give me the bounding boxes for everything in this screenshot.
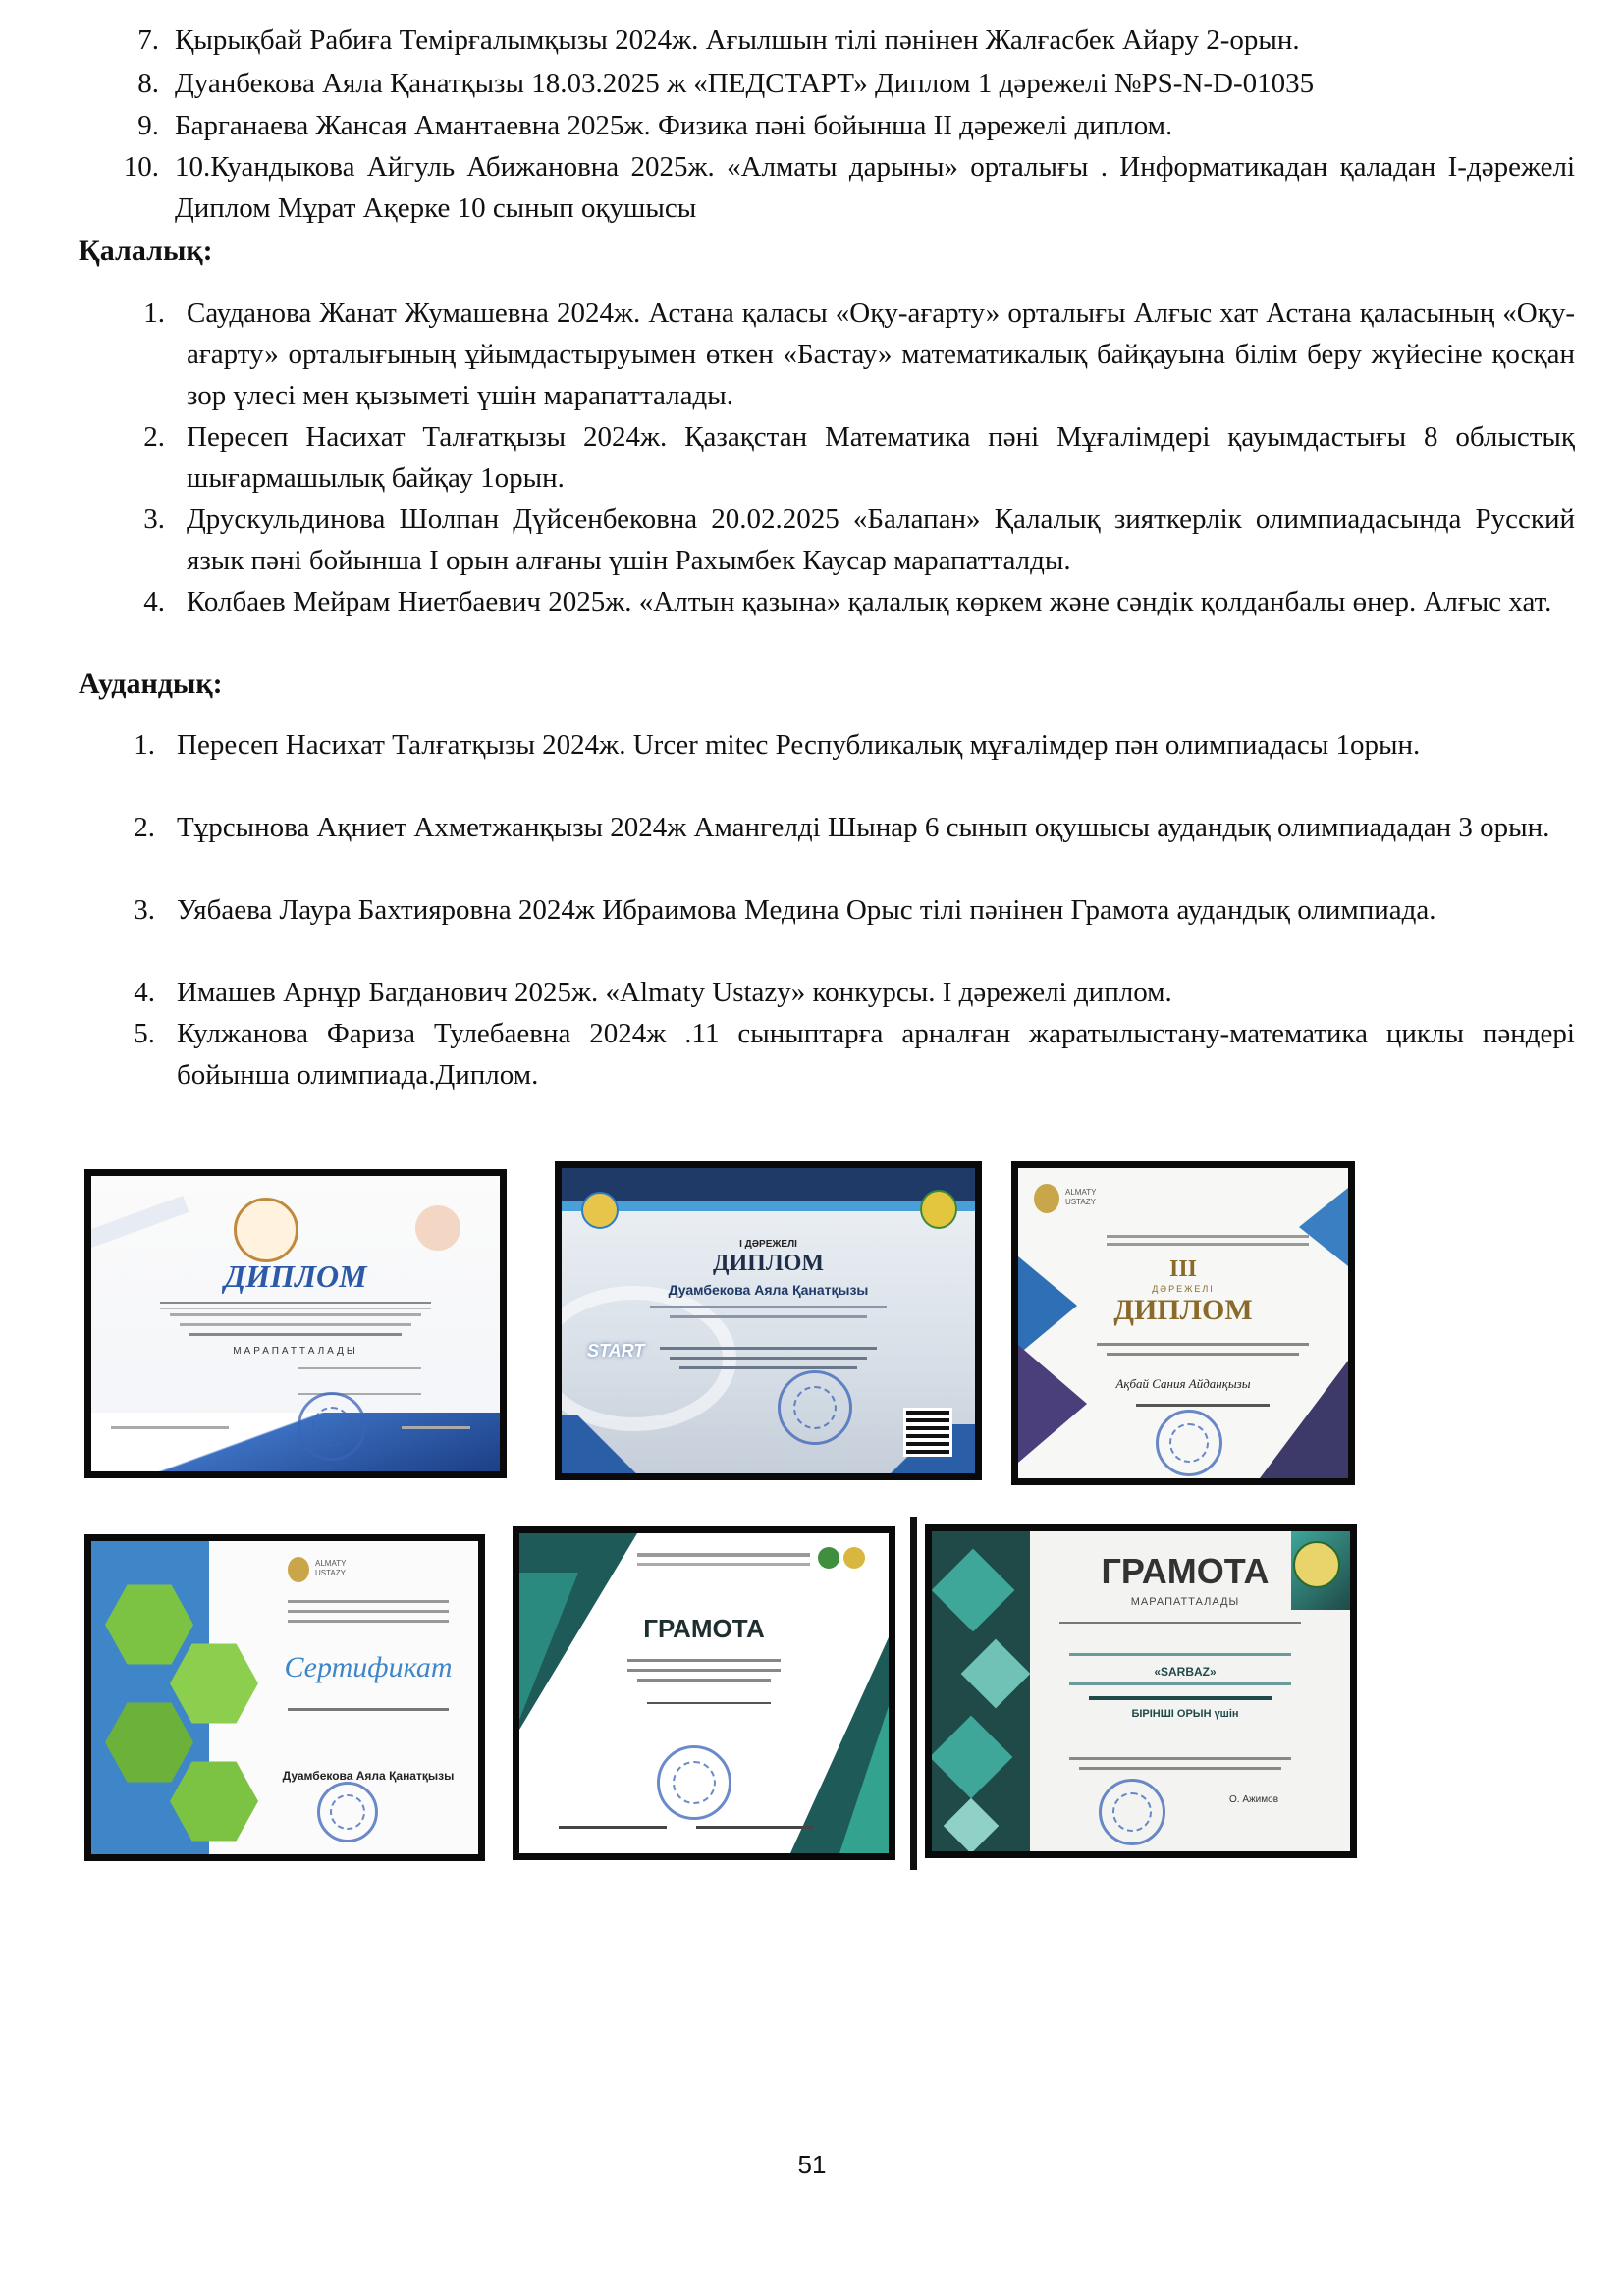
item-text: Колбаев Мейрам Ниетбаевич 2025ж. «Алтын қазына» қалалық көркем және сәндік қолданбалы өнер. Алғыс хат. — [187, 586, 1552, 617]
page-number: 51 — [797, 2150, 827, 2179]
item-number: 2. — [134, 812, 155, 843]
almaty-ustazy-logo: ALMATY USTAZY — [1065, 1188, 1097, 1206]
item-number: 2. — [143, 421, 165, 453]
gramota-title: ГРАМОТА — [643, 1614, 765, 1643]
section-heading-city: Қалалық: — [79, 235, 213, 267]
item-number: 3. — [134, 894, 155, 926]
diploma-recipient: Ақбай Сания Айданқызы — [1115, 1376, 1251, 1391]
list-item — [0, 724, 1624, 807]
stamp-seal — [1099, 1779, 1165, 1845]
diploma-recipient: Дуамбекова Аяла Қанатқызы — [668, 1282, 869, 1298]
certificate-title: Сертификат — [284, 1651, 453, 1683]
list-item — [0, 807, 1624, 889]
stamp-seal — [317, 1782, 378, 1842]
list-item — [0, 416, 1624, 499]
item-text: Қырықбай Рабиға Темірғалымқызы 2024ж. Ағылшын тілі пәнінен Жалғасбек Айару 2-орын. — [175, 25, 1300, 56]
gramota-title: ГРАМОТА — [1101, 1551, 1270, 1591]
item-number: 5. — [134, 1018, 155, 1049]
almaty-ustazy-logo: ALMATY USTAZY — [315, 1559, 347, 1577]
gramota-place: БІРІНШІ ОРЫН үшін — [1131, 1708, 1239, 1720]
gramota-photo-6 — [925, 1524, 1357, 1858]
list-item — [0, 499, 1624, 581]
stamp-seal — [298, 1392, 366, 1461]
diploma-degree: ІІІ — [1168, 1256, 1198, 1282]
diploma-title: ДИПЛОМ — [1113, 1294, 1253, 1326]
item-text: Пересеп Насихат Талғатқызы 2024ж. Қазақстан Математика пәні Мұғалімдері қауымдастығы 8 облыстық шығармашылық байқау 1орын. — [187, 421, 1575, 494]
item-text: Тұрсынова Ақниет Ахметжанқызы 2024ж Амангелді Шынар 6 сынып оқушысы аудандық олимпиададан 3 орын. — [177, 812, 1550, 843]
stamp-seal — [1156, 1410, 1222, 1476]
item-text: Барганаева Жансая Амантаевна 2025ж. Физика пәні бойынша ІІ дәрежелі диплом. — [175, 110, 1173, 141]
item-number: 1. — [134, 729, 155, 761]
list-item — [0, 889, 1624, 972]
diploma-photo-1 — [84, 1169, 507, 1478]
diploma-degree: І ДӘРЕЖЕЛІ — [739, 1239, 797, 1250]
qr-code-icon — [906, 1411, 949, 1454]
item-text: Уябаева Лаура Бахтияровна 2024ж Ибраимова Медина Орыс тілі пәнінен Грамота аудандық олимпиада. — [177, 894, 1436, 926]
item-text: Друскульдинова Шолпан Дүйсенбековна 20.02.2025 «Балапан» Қалалық зияткерлік олимпиадасында Русский язык пәні бойынша І орын алғаны үшін Рахымбек Каусар марапатталды. — [187, 504, 1575, 576]
gramota-photo-5 — [513, 1526, 895, 1860]
item-text: Кулжанова Фариза Тулебаевна 2024ж .11 сыныптарға арналған жаратылыстану-математика циклы пәндері бойынша олимпиада.Диплом. — [177, 1018, 1575, 1091]
stamp-seal — [657, 1745, 731, 1820]
item-text: Пересеп Насихат Талғатқызы 2024ж. Urcer mitec Республикалық мұғалімдер пән олимпиадасы 1орын. — [177, 729, 1421, 761]
list-item — [0, 1013, 1624, 1095]
diploma-degree-word: ДӘРЕЖЕЛІ — [1152, 1284, 1215, 1294]
item-text: 10.Куандыкова Айгуль Абижановна 2025ж. «Алматы дарыны» орталығы . Информатикадан қаладан І-дәрежелі Диплом Мұрат Ақерке 10 сынып оқушысы — [175, 151, 1575, 224]
start-logo: START — [587, 1341, 645, 1361]
list-item — [0, 972, 1624, 1013]
diploma-photo-3 — [1011, 1161, 1355, 1485]
list-item — [0, 63, 1624, 104]
diploma-photo-2 — [555, 1161, 982, 1480]
list-item — [0, 293, 1624, 416]
item-text: Сауданова Жанат Жумашевна 2024ж. Астана қаласы «Оқу-ағарту» орталығы Алғыс хат Астана қаласының «Оқу-ағарту» орталығының ұйымдастыруымен өткен «Бастау» математикалық байқауына білім беру жүйесіне қосқан зор үлесі мен қызыметі үшін марапатталады. — [187, 297, 1575, 411]
item-text: Дуанбекова Аяла Қанатқызы 18.03.2025 ж «ПЕДСТАРТ» Диплом 1 дәрежелі №PS-N-D-01035 — [175, 68, 1315, 99]
certificate-photo-4 — [84, 1534, 485, 1861]
item-number: 8. — [137, 68, 159, 99]
item-number: 4. — [143, 586, 165, 617]
gramota-event: «SARBAZ» — [1154, 1665, 1217, 1679]
item-number: 10. — [123, 151, 159, 183]
item-text: Имашев Арнұр Багданович 2025ж. «Almaty Ustazy» конкурсы. І дәрежелі диплом. — [177, 977, 1172, 1008]
item-number: 3. — [143, 504, 165, 535]
gramota-signatory: О. Ажимов — [1228, 1794, 1279, 1805]
list-item — [0, 20, 1624, 61]
list-item — [0, 146, 1624, 229]
item-number: 7. — [137, 25, 159, 56]
diploma-title: ДИПЛОМ — [712, 1251, 825, 1276]
certificate-recipient: Дуамбекова Аяла Қанатқызы — [282, 1769, 455, 1783]
section-heading-district: Аудандық: — [79, 667, 223, 700]
item-number: 1. — [143, 297, 165, 329]
item-number: 4. — [134, 977, 155, 1008]
divider — [910, 1517, 917, 1870]
stamp-seal — [778, 1370, 852, 1445]
item-number: 9. — [137, 110, 159, 141]
list-item — [0, 581, 1624, 664]
list-item — [0, 105, 1624, 146]
diploma-subtitle: МАРАПАТТАЛАДЫ — [233, 1346, 358, 1357]
diploma-title: ДИПЛОМ — [224, 1258, 367, 1294]
gramota-subtitle: МАРАПАТТАЛАДЫ — [1130, 1596, 1240, 1608]
